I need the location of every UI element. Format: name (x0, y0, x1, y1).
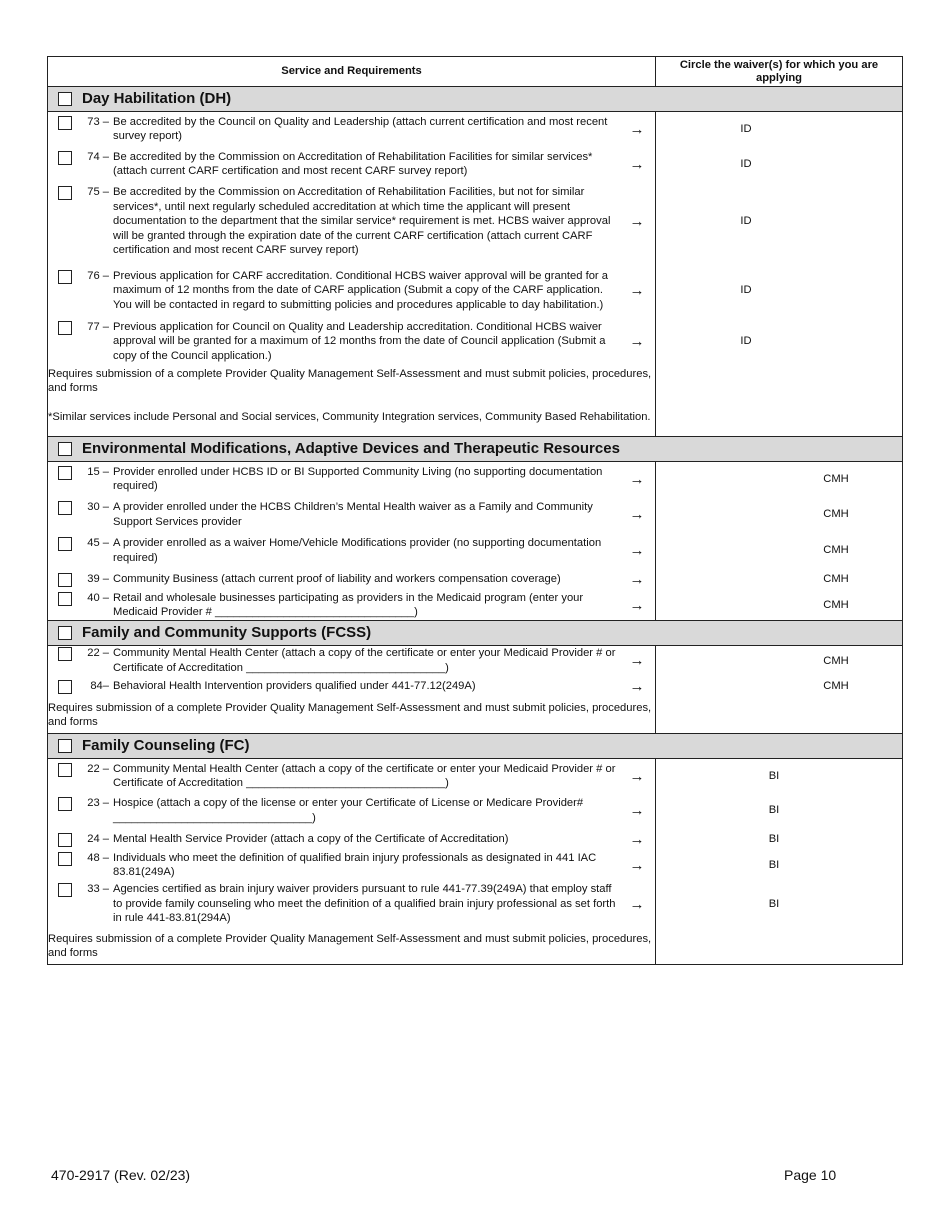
arrow-right-icon: → (629, 155, 645, 173)
section-header-cell (48, 621, 903, 646)
section-header-family-and-community-supports-fcss (48, 621, 903, 646)
requirement-checkbox[interactable] (58, 592, 72, 606)
requirement-number: 48 – (87, 851, 109, 864)
requirement-checkbox[interactable] (58, 501, 72, 515)
requirement-text: Retail and wholesale businesses participating as providers in the Medicaid program (enter your Medicaid Provider # ________________________________) (113, 591, 584, 619)
requirement-item (48, 185, 655, 258)
waiver-cell (656, 497, 903, 533)
waiver-cell (656, 112, 903, 147)
requirement-text: Hospice (attach a copy of the license or enter your Certificate of License or Medicare Provider# ________________________________) (113, 797, 584, 824)
requirement-item (48, 269, 655, 313)
section-checkbox[interactable] (58, 92, 72, 106)
arrow-right-icon: → (629, 333, 645, 350)
arrow-right-icon: → (629, 596, 645, 614)
waiver-option[interactable]: CMH (823, 508, 849, 521)
requirement-cell (48, 880, 656, 929)
requirement-item (48, 115, 655, 144)
requirement-number: 76 – (87, 269, 109, 282)
requirement-number: 22 – (87, 762, 109, 775)
requirement-checkbox[interactable] (58, 466, 72, 480)
requirement-cell (48, 462, 656, 497)
arrow-right-icon: → (629, 802, 645, 819)
waiver-cell (656, 262, 903, 320)
section-header-day-habilitation-dh (48, 87, 903, 112)
requirement-item (48, 832, 655, 847)
empty-waiver-cell (656, 698, 903, 734)
requirement-text: Provider enrolled under HCBS ID or BI Supported Community Living (no supporting documentation required) (113, 465, 603, 493)
requirement-number: 39 – (87, 573, 109, 585)
waiver-option[interactable]: ID (740, 123, 752, 135)
section-checkbox[interactable] (58, 739, 72, 753)
section-title: Environmental Modifications, Adaptive Devices and Therapeutic Resources (82, 439, 620, 457)
requirement-checkbox[interactable] (58, 537, 72, 551)
requirement-number: 75 – (87, 186, 109, 199)
requirement-text: Mental Health Service Provider (attach a copy of the Certificate of Accreditation) (113, 832, 509, 845)
note-row (48, 698, 903, 734)
requirement-cell (48, 646, 656, 676)
requirement-cell (48, 759, 656, 794)
service-column-header: Service and Requirements (48, 57, 656, 87)
requirement-number: 74 – (87, 150, 109, 163)
requirement-text: Individuals who meet the definition of qualified brain injury professionals as designated in 441 IAC 83.81(249A) (113, 851, 597, 878)
requirement-cell (48, 794, 656, 828)
waiver-option[interactable]: CMH (823, 599, 849, 611)
arrow-right-icon: → (629, 830, 645, 848)
requirement-number: 24 – (87, 832, 109, 845)
section-note: Requires submission of a complete Provider Quality Management Self-Assessment and must submit policies, procedures, and forms (48, 698, 656, 734)
arrow-right-icon: → (629, 571, 645, 588)
empty-waiver-cell (656, 399, 903, 437)
requirement-checkbox[interactable] (58, 680, 72, 694)
waiver-option[interactable]: CMH (823, 544, 849, 557)
requirement-row (48, 591, 903, 621)
requirement-row (48, 262, 903, 320)
requirement-number: 15 – (87, 465, 109, 478)
section-title: Family and Community Supports (FCSS) (82, 623, 372, 641)
requirement-cell (48, 533, 656, 569)
section-note: Requires submission of a complete Provider Quality Management Self-Assessment and must submit policies, procedures, and forms (48, 929, 656, 965)
requirement-number: 23 – (87, 797, 109, 809)
empty-waiver-cell (656, 364, 903, 399)
requirement-item (48, 762, 655, 791)
waiver-cell (656, 646, 903, 676)
requirement-item (48, 320, 655, 364)
arrow-right-icon: → (629, 856, 645, 874)
note-row (48, 399, 903, 437)
requirement-number: 45 – (87, 537, 109, 549)
requirement-cell (48, 497, 656, 533)
arrow-right-icon: → (629, 652, 645, 670)
requirement-cell (48, 320, 656, 364)
requirement-item (48, 536, 655, 565)
waiver-option[interactable]: ID (740, 335, 752, 348)
waiver-cell (656, 533, 903, 569)
arrow-right-icon: → (629, 542, 645, 559)
requirement-item (48, 591, 655, 620)
empty-waiver-cell (656, 929, 903, 965)
requirement-item (48, 882, 655, 926)
note-row (48, 364, 903, 399)
waiver-cell (656, 794, 903, 828)
requirement-row (48, 676, 903, 698)
arrow-right-icon: → (629, 213, 645, 230)
requirement-number: 30 – (87, 501, 109, 513)
arrow-right-icon: → (629, 506, 645, 523)
requirement-text: Be accredited by the Commission on Accreditation of Rehabilitation Facilities, but not for similar services*, until next regularly scheduled accreditation at which time the applicant will present documentation to the department that the similar service* requirement is met. HCBS waiver approval will be granted through the expiration date of the current CARF certification (attach current CARF certification and most recent CARF survey report) (113, 186, 611, 257)
waiver-cell (656, 676, 903, 698)
section-checkbox[interactable] (58, 626, 72, 640)
requirement-text: Previous application for CARF accreditation. Conditional HCBS waiver approval will be granted for a maximum of 12 months from the date of CARF application (Submit a copy of the CARF application. You will be contacted in regard to submitting policies and procedures applicable to day habilitation.) (113, 269, 608, 311)
requirement-text: Community Mental Health Center (attach a copy of the certificate or enter your Medicaid Provider # or Certificate of Accreditation ________________________________) (113, 647, 616, 674)
requirement-checkbox[interactable] (58, 270, 72, 284)
requirement-number: 84– (90, 680, 109, 692)
table-header-row (48, 57, 903, 87)
waiver-cell (656, 591, 903, 621)
requirement-cell (48, 591, 656, 621)
waiver-option[interactable]: BI (768, 832, 780, 845)
section-header-cell (48, 437, 903, 462)
requirement-checkbox[interactable] (58, 116, 72, 130)
requirement-item (48, 150, 655, 179)
waiver-cell (656, 828, 903, 851)
section-header-cell (48, 87, 903, 112)
requirement-row (48, 794, 903, 828)
requirement-number: 73 – (87, 115, 109, 128)
requirement-cell (48, 262, 656, 320)
requirement-number: 22 – (87, 647, 109, 660)
requirement-text: Behavioral Health Intervention providers qualified under 441-77.12(249A) (113, 680, 476, 693)
requirement-item (48, 465, 655, 494)
requirement-row (48, 462, 903, 497)
section-note: *Similar services include Personal and Social services, Community Integration services, Community Based Rehabilitation. (48, 399, 656, 437)
requirement-row (48, 851, 903, 880)
arrow-right-icon: → (629, 678, 645, 695)
waiver-option[interactable]: BI (768, 897, 780, 910)
arrow-right-icon: → (629, 895, 645, 913)
waiver-option[interactable]: CMH (823, 573, 849, 586)
requirement-checkbox[interactable] (58, 151, 72, 165)
requirement-item (48, 796, 655, 825)
requirement-text: Previous application for Council on Quality and Leadership accreditation. Conditional HCBS waiver approval will be granted for a maximum of 12 months from the date of Council application (Submit a copy of the Council application.) (113, 320, 606, 362)
requirement-item (48, 851, 655, 880)
section-header-family-counseling-fc (48, 734, 903, 759)
section-checkbox[interactable] (58, 442, 72, 456)
section-title: Family Counseling (FC) (82, 736, 250, 754)
requirement-number: 77 – (87, 320, 109, 333)
requirements-table (47, 56, 903, 965)
requirement-text: Community Business (attach current proof of liability and workers compensation coverage) (113, 573, 561, 586)
waiver-cell (656, 880, 903, 929)
requirement-item (48, 572, 655, 587)
form-number: 470-2917 (Rev. 02/23) (51, 1167, 191, 1183)
requirement-row (48, 759, 903, 794)
waiver-option[interactable]: CMH (823, 680, 849, 693)
arrow-right-icon: → (629, 120, 645, 138)
requirement-cell (48, 676, 656, 698)
waiver-option[interactable]: ID (740, 157, 752, 170)
requirement-row (48, 880, 903, 929)
requirement-checkbox[interactable] (58, 321, 72, 335)
requirement-checkbox[interactable] (58, 833, 72, 847)
note-row (48, 929, 903, 965)
waiver-option[interactable]: CMH (823, 654, 849, 667)
requirement-row (48, 147, 903, 182)
requirement-checkbox[interactable] (58, 186, 72, 200)
waiver-cell (656, 569, 903, 591)
waiver-cell (656, 147, 903, 182)
waiver-cell (656, 182, 903, 262)
requirement-cell (48, 112, 656, 147)
requirement-item (48, 646, 655, 675)
requirement-row (48, 646, 903, 676)
requirement-item (48, 679, 655, 694)
requirement-cell (48, 182, 656, 262)
requirement-cell (48, 147, 656, 182)
requirement-item (48, 500, 655, 529)
requirement-cell (48, 569, 656, 591)
requirement-number: 33 – (87, 883, 109, 896)
waiver-option[interactable]: BI (768, 858, 780, 871)
requirement-text: Community Mental Health Center (attach a copy of the certificate or enter your Medicaid Provider # or Certificate of Accreditation ________________________________) (113, 762, 616, 790)
requirement-row (48, 533, 903, 569)
requirement-row (48, 182, 903, 262)
waiver-option[interactable]: ID (740, 284, 752, 297)
arrow-right-icon: → (629, 767, 645, 785)
waiver-cell (656, 851, 903, 880)
requirement-checkbox[interactable] (58, 647, 72, 661)
section-title: Day Habilitation (DH) (82, 89, 232, 107)
section-header-cell (48, 734, 903, 759)
requirement-text: A provider enrolled under the HCBS Children’s Mental Health waiver as a Family and Community Support Services provider (113, 501, 593, 528)
requirement-checkbox[interactable] (58, 852, 72, 866)
arrow-right-icon: → (629, 282, 645, 299)
requirement-checkbox[interactable] (58, 797, 72, 811)
requirement-row (48, 828, 903, 851)
requirement-cell (48, 828, 656, 851)
requirement-text: A provider enrolled as a waiver Home/Vehicle Modifications provider (no supporting documentation required) (113, 537, 602, 564)
waiver-option[interactable]: CMH (823, 473, 849, 485)
section-header-environmental-modifications-adaptive-devices-and-therapeutic-resources (48, 437, 903, 462)
page-number: Page 10 (784, 1167, 837, 1183)
requirement-cell (48, 851, 656, 880)
waiver-option[interactable]: ID (740, 215, 752, 228)
waiver-cell (656, 462, 903, 497)
requirement-row (48, 112, 903, 147)
requirement-text: Be accredited by the Council on Quality and Leadership (attach current certification and most recent survey report) (113, 115, 608, 143)
arrow-right-icon: → (629, 470, 645, 488)
requirement-checkbox[interactable] (58, 763, 72, 777)
section-note: Requires submission of a complete Provider Quality Management Self-Assessment and must submit policies, procedures, and forms (48, 364, 656, 399)
requirement-text: Be accredited by the Commission on Accreditation of Rehabilitation Facilities for similar services* (attach current CARF certification and most recent CARF survey report) (113, 150, 593, 177)
waiver-column-header: Circle the waiver(s) for which you are applying (656, 57, 903, 87)
requirement-number: 40 – (87, 591, 109, 604)
waiver-option[interactable]: BI (768, 804, 780, 817)
waiver-option[interactable]: BI (768, 770, 780, 782)
requirement-checkbox[interactable] (58, 573, 72, 587)
waiver-cell (656, 759, 903, 794)
requirement-checkbox[interactable] (58, 883, 72, 897)
waiver-cell (656, 320, 903, 364)
requirement-text: Agencies certified as brain injury waiver providers pursuant to rule 441-77.39(249A) that employ staff to provide family counseling who meet the definition of a qualified brain injury professional as set forth in rule 441-83.81(294A) (113, 883, 616, 925)
requirement-row (48, 569, 903, 591)
requirement-row (48, 320, 903, 364)
requirement-row (48, 497, 903, 533)
